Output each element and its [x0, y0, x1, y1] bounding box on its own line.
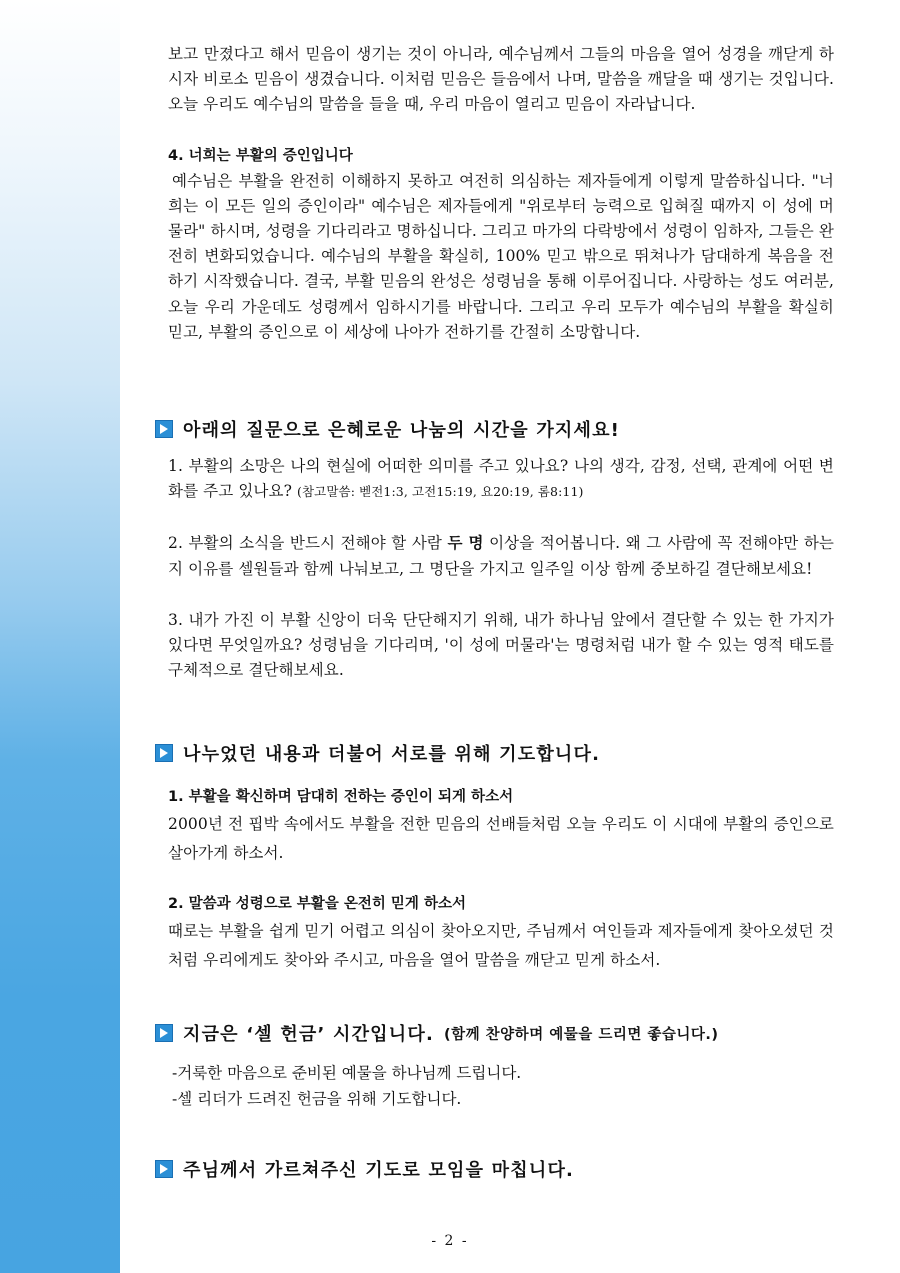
offering-heading-text: 지금은 ‘셀 헌금’ 시간입니다. [183, 1024, 434, 1045]
intro-paragraph: 보고 만졌다고 해서 믿음이 생기는 것이 아니라, 예수님께서 그들의 마음을 열어 성경을 깨닫게 하시자 비로소 믿음이 생겼습니다. 이처럼 믿음은 들음에서 나며, 말씀을 깨달을 때 생기는 것입니다. 오늘 우리도 예수님의 말씀을 들을 때, 우리 마음이 열리고 믿음이 자라납니다. [168, 45, 834, 114]
offering-line-2: -셀 리더가 드려진 헌금을 위해 기도합니다. [172, 1090, 462, 1108]
prayer-1-body: 2000년 전 핍박 속에서도 부활을 전한 믿음의 선배들처럼 오늘 우리도 이 시대에 부활의 증인으로 살아가게 하소서. [168, 815, 834, 862]
play-arrow-icon [155, 420, 173, 438]
play-arrow-icon [155, 1160, 173, 1178]
sharing-questions [168, 454, 834, 683]
sharing-heading [155, 416, 620, 442]
page-number: - 2 - [431, 1233, 469, 1249]
prayer-2-body: 때로는 부활을 쉽게 믿기 어렵고 의심이 찾아오지만, 주님께서 여인들과 제자들에게 찾아오셨던 것처럼 우리에게도 찾아와 주시고, 마음을 열어 말씀을 깨닫고 믿게 하소서. [168, 922, 834, 969]
prayer-heading [155, 740, 600, 766]
prayer-items [168, 785, 834, 975]
prayer-heading-text: 나누었던 내용과 더불어 서로를 위해 기도합니다. [183, 744, 601, 765]
play-arrow-icon [155, 744, 173, 762]
question-2-before: 2. 부활의 소식을 반드시 전해야 할 사람 [168, 534, 448, 553]
question-3: 3. 내가 가진 이 부활 신앙이 더욱 단단해지기 위해, 내가 하나님 앞에서 결단할 수 있는 한 가지가 있다면 무엇일까요? 성령님을 기다리며, '이 성에 머물라'는 명령처럼 내가 할 수 있는 영적 태도를 구체적으로 결단해보세요. [168, 610, 834, 680]
main-content [168, 42, 834, 345]
play-arrow-icon [155, 1024, 173, 1042]
question-2 [168, 530, 834, 581]
point4-body: 예수님은 부활을 완전히 이해하지 못하고 여전히 의심하는 제자들에게 이렇게 말씀하십니다. "너희는 이 모든 일의 증인이라" 예수님은 제자들에게 "위로부터 능력으로 입혀질 때까지 이 성에 머물라" 하시며, 성령을 기다리라고 명하십니다. 그리고 마가의 다락방에서 성령이 임하자, 그들은 완전히 변화되었습니다. 예수님의 부활을 확실히, 100% 믿고 밖으로 뛰쳐나가 담대하게 복음을 전하기 시작했습니다. 결국, 부활 믿음의 완성은 성령님을 통해 이루어집니다. 사랑하는 성도 여러분, 오늘 우리 가운데도 성령께서 임하시기를 바랍니다. 그리고 우리 모두가 예수님의 부활을 확실히 믿고, 부활의 증인으로 이 세상에 나아가 전하기를 간절히 소망합니다. [168, 171, 834, 341]
prayer-1-title: 1. 부활을 확신하며 담대히 전하는 증인이 되게 하소서 [168, 789, 514, 805]
offering-line-1: -거룩한 마음으로 준비된 예물을 하나님께 드립니다. [172, 1064, 522, 1082]
closing-heading [155, 1156, 574, 1182]
prayer-2-title: 2. 말씀과 성령으로 부활을 온전히 믿게 하소서 [168, 896, 467, 912]
question-1-reference: (참고말씀: 벧전1:3, 고전15:19, 요20:19, 롬8:11) [297, 484, 584, 500]
offering-lines [172, 1060, 838, 1112]
offering-heading-note: (함께 찬양하며 예물을 드리면 좋습니다.) [443, 1026, 719, 1043]
sharing-heading-text: 아래의 질문으로 은혜로운 나눔의 시간을 가지세요! [183, 420, 621, 441]
question-2-after: 이상을 적어봅니다. 왜 그 사람에 꼭 전해야만 하는지 이유를 셀원들과 함께 나눠보고, 그 명단을 가지고 일주일 이상 함께 중보하길 결단해보세요! [168, 534, 834, 578]
side-decoration-bar [0, 0, 120, 1273]
question-1-text: 1. 부활의 소망은 나의 현실에 어떠한 의미를 주고 있나요? 나의 생각, 감정, 선택, 관계에 어떤 변화를 주고 있나요? [168, 457, 834, 501]
point4-title: 4. 너희는 부활의 증인입니다 [168, 147, 353, 164]
closing-heading-text: 주님께서 가르쳐주신 기도로 모임을 마칩니다. [183, 1160, 575, 1181]
question-1 [168, 454, 834, 504]
question-2-emphasis: 두 명 [447, 533, 484, 553]
offering-heading [155, 1020, 719, 1046]
